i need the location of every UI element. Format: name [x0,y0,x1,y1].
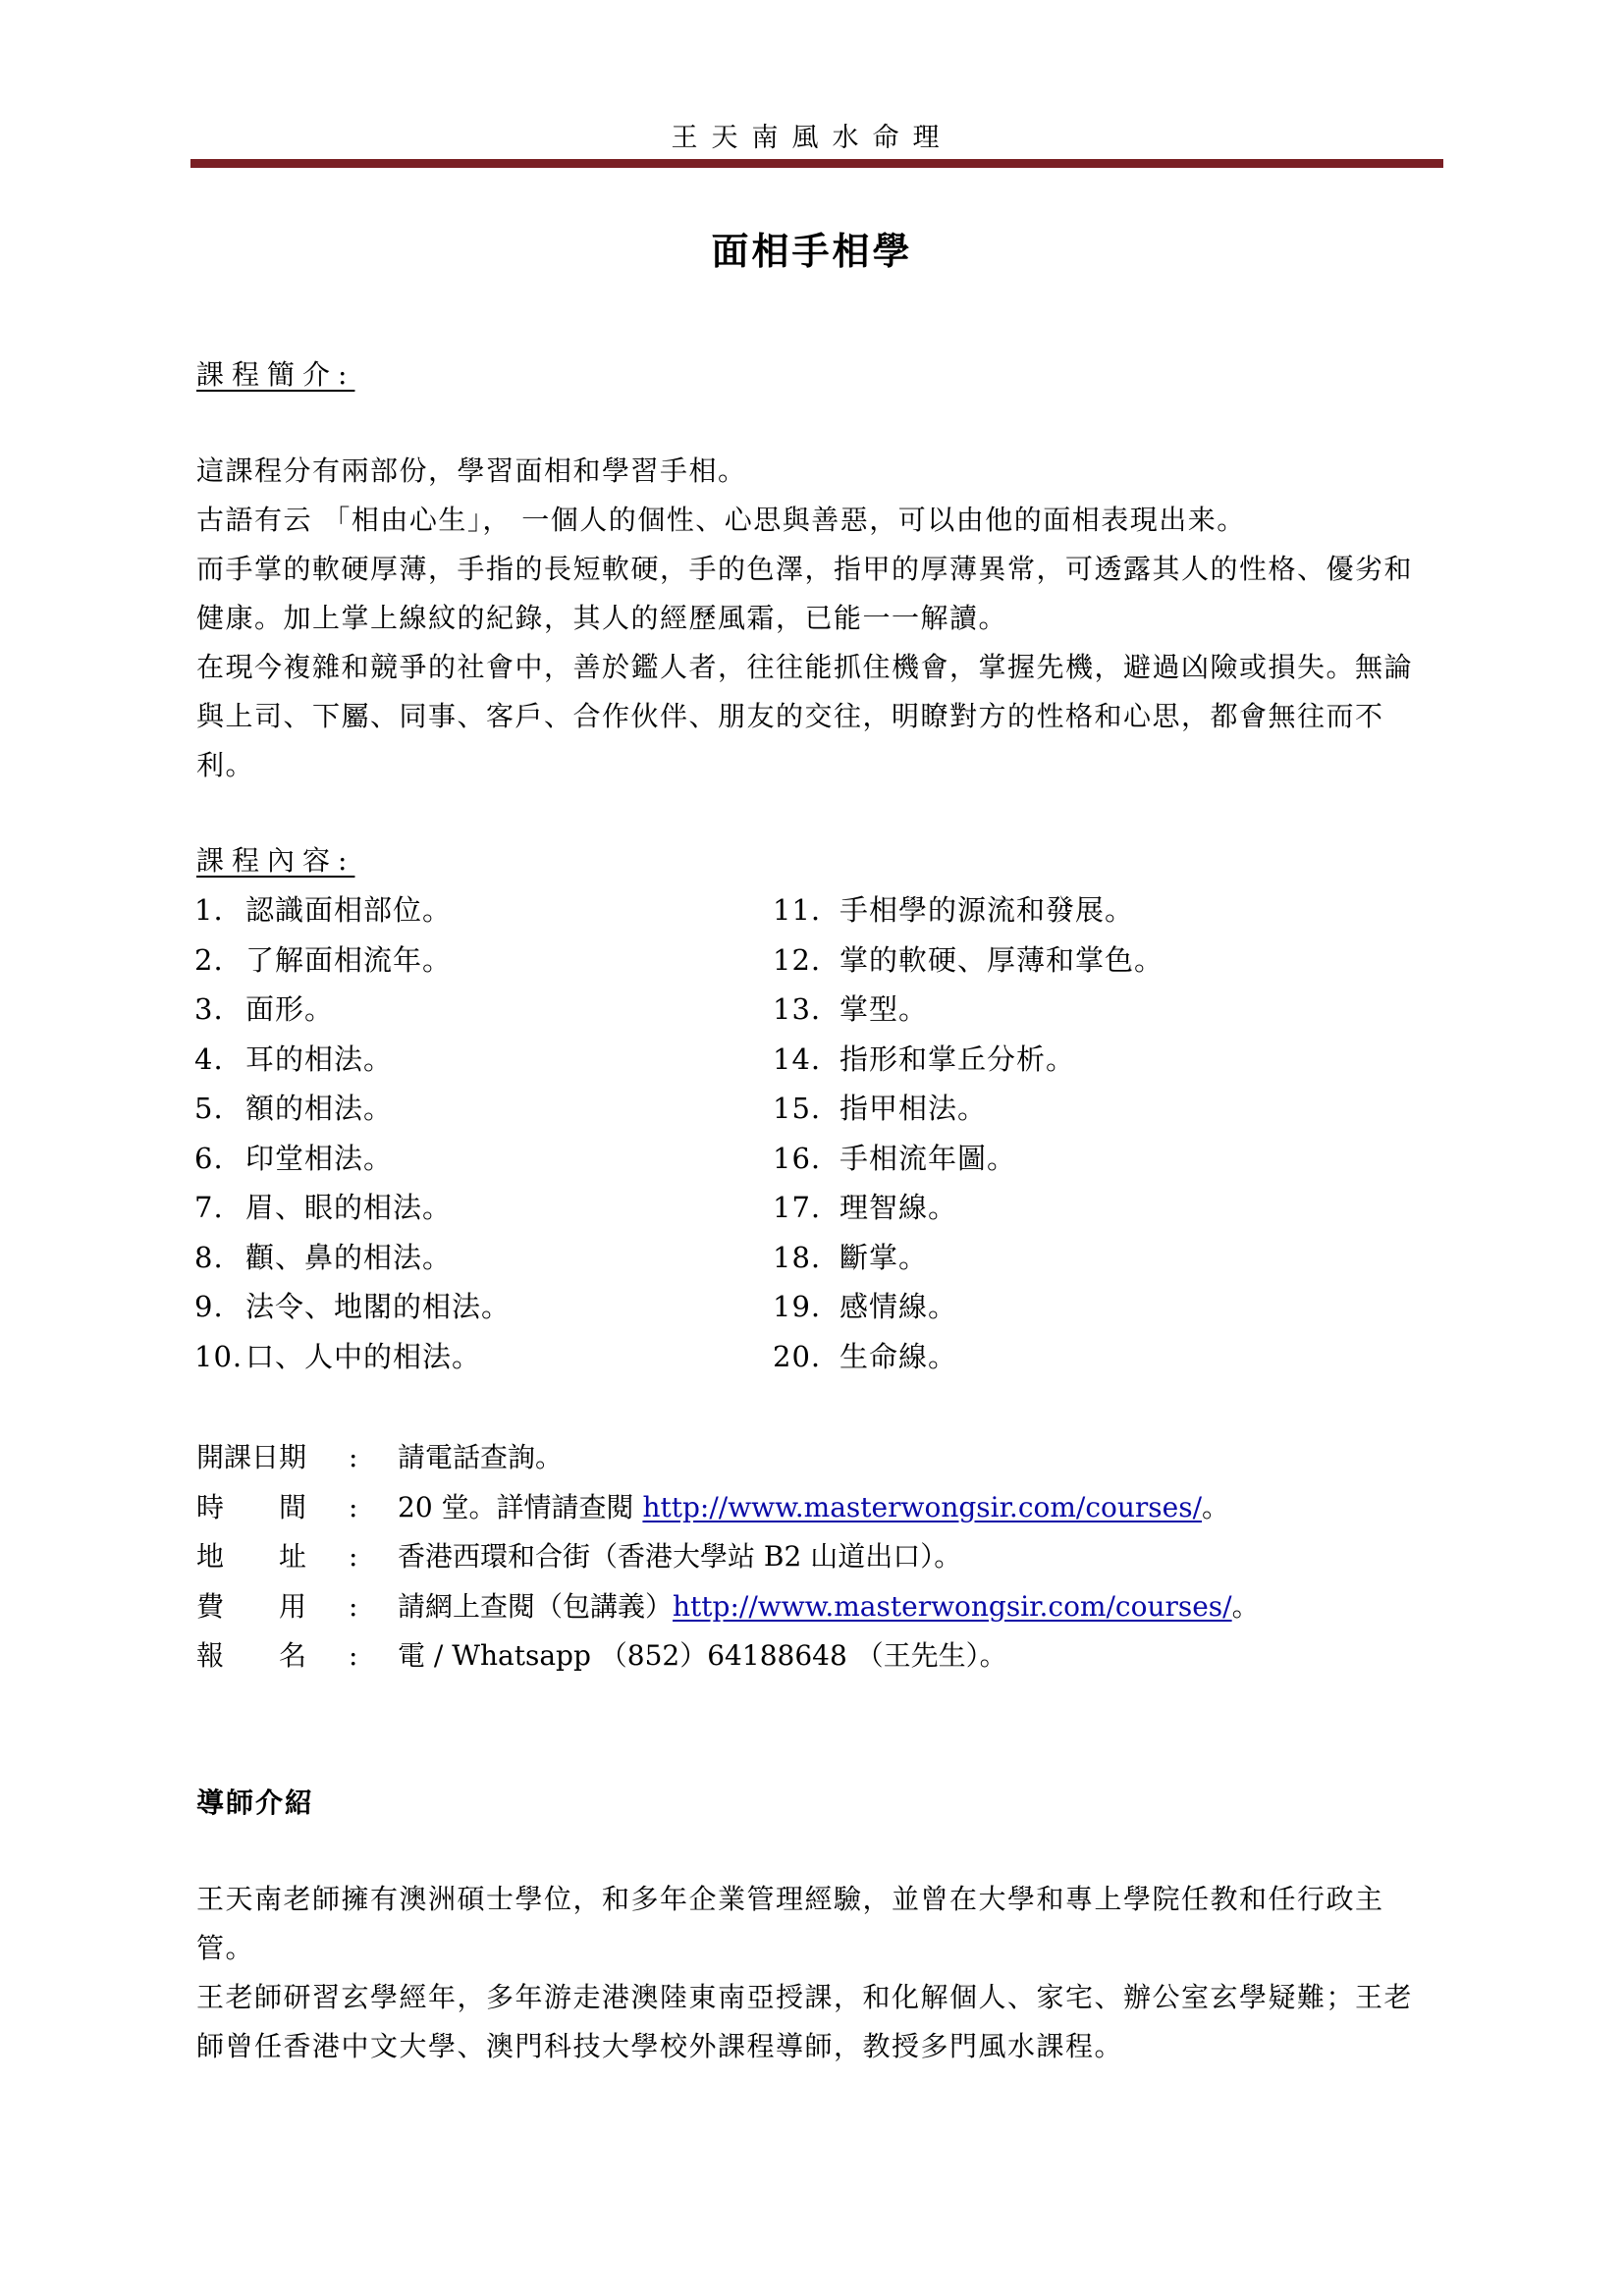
tutor-paragraph: 王老師研習玄學經年，多年游走港澳陸東南亞授課，和化解個人、家宅、辦公室玄學疑難；王老師曾任香港中文大學、澳門科技大學校外課程導師，教授多門風水課程。 [196,1981,1414,2062]
content-list-right [773,885,1164,1381]
info-value: 請網上查閱（包講義） [398,1589,674,1623]
list-item: 10.口、人中的相法。 [194,1339,482,1373]
info-row-fee: 費 用 : 請網上查閱（包講義）http://www.masterwongsir.com/courses/。 [196,1582,1260,1632]
page-title: 面相手相學 [711,229,913,273]
intro-paragraph: 而手掌的軟硬厚薄，手指的長短軟硬，手的色澤，指甲的厚薄異常，可透露其人的性格、優劣和健康。加上掌上線紋的紀錄，其人的經歷風霜，已能一一解讀。 [196,553,1414,634]
list-item: 8. 顴、鼻的相法。 [194,1240,453,1274]
page-header: 王天南風水命理 [671,123,953,153]
list-item: 6. 印堂相法。 [194,1141,394,1175]
intro-heading: 課程簡介: [196,358,355,391]
info-value: 20 堂。詳情請查閱 [398,1490,643,1523]
intro-paragraphs [196,447,1424,790]
tutor-heading: 導師介紹 [196,1787,315,1819]
info-row-date: 開課日期 : 請電話查詢。 [196,1433,1260,1483]
info-value: 電 / Whatsapp （852）64188648 （王先生）。 [398,1639,1007,1672]
courses-link[interactable]: http://www.masterwongsir.com/courses/ [673,1589,1232,1623]
list-item: 14. 指形和掌丘分析。 [773,1041,1076,1076]
info-row-address: 地 址 : 香港西環和合街（香港大學站 B2 山道出口）。 [196,1532,1260,1582]
intro-paragraph: 在現今複雜和競爭的社會中，善於鑑人者，往往能抓住機會，掌握先機，避過凶險或損失。無論與上司、下屬、同事、客戶、合作伙伴、朋友的交往，明瞭對方的性格和心思，都會無往而不利。 [196,651,1414,781]
list-item: 19. 感情線。 [773,1290,958,1323]
list-item: 4. 耳的相法。 [194,1041,394,1076]
list-item: 15. 指甲相法。 [773,1092,988,1125]
list-item: 3. 面形。 [194,992,335,1026]
tutor-paragraphs [196,1875,1424,2071]
list-item: 7. 眉、眼的相法。 [194,1191,453,1224]
info-label: 地 址 [196,1540,307,1573]
info-row-signup: 報 名 : 電 / Whatsapp （852）64188648 （王先生）。 [196,1631,1260,1682]
info-label: 費 用 [196,1589,307,1623]
content-heading: 課程內容: [196,844,355,877]
intro-paragraph: 古語有云 「相由心生」， 一個人的個性、心思與善惡，可以由他的面相表現出来。 [196,504,1246,536]
info-value: 請電話查詢。 [398,1441,564,1473]
course-info [196,1433,1260,1682]
list-item: 12. 掌的軟硬、厚薄和掌色。 [773,942,1164,977]
list-item: 1. 認識面相部位。 [194,893,453,927]
list-item: 2. 了解面相流年。 [194,942,453,977]
content-list-left [194,885,511,1381]
list-item: 18. 斷掌。 [773,1240,929,1274]
list-item: 9. 法令、地閣的相法。 [194,1290,512,1323]
info-row-time: 時 間 : 20 堂。詳情請查閱 http://www.masterwongsir.com/courses/。 [196,1483,1260,1533]
list-item: 17. 理智線。 [773,1191,958,1224]
info-label: 報 名 [196,1639,307,1672]
header-divider [190,159,1443,168]
courses-link[interactable]: http://www.masterwongsir.com/courses/ [642,1490,1203,1523]
info-label: 時 間 [196,1490,307,1523]
list-item: 16. 手相流年圖。 [773,1141,1017,1175]
info-label: 開課日期 [196,1441,307,1473]
intro-paragraph: 這課程分有兩部份，學習面相和學習手相。 [196,454,747,487]
list-item: 11. 手相學的源流和發展。 [773,893,1135,927]
list-item: 13. 掌型。 [773,992,929,1026]
tutor-paragraph: 王天南老師擁有澳洲碩士學位，和多年企業管理經驗，並曾在大學和專上學院任教和任行政主管。 [196,1883,1384,1964]
list-item: 20. 生命線。 [773,1339,958,1373]
info-value: 香港西環和合街（香港大學站 B2 山道出口）。 [398,1540,962,1573]
list-item: 5. 額的相法。 [194,1092,394,1125]
